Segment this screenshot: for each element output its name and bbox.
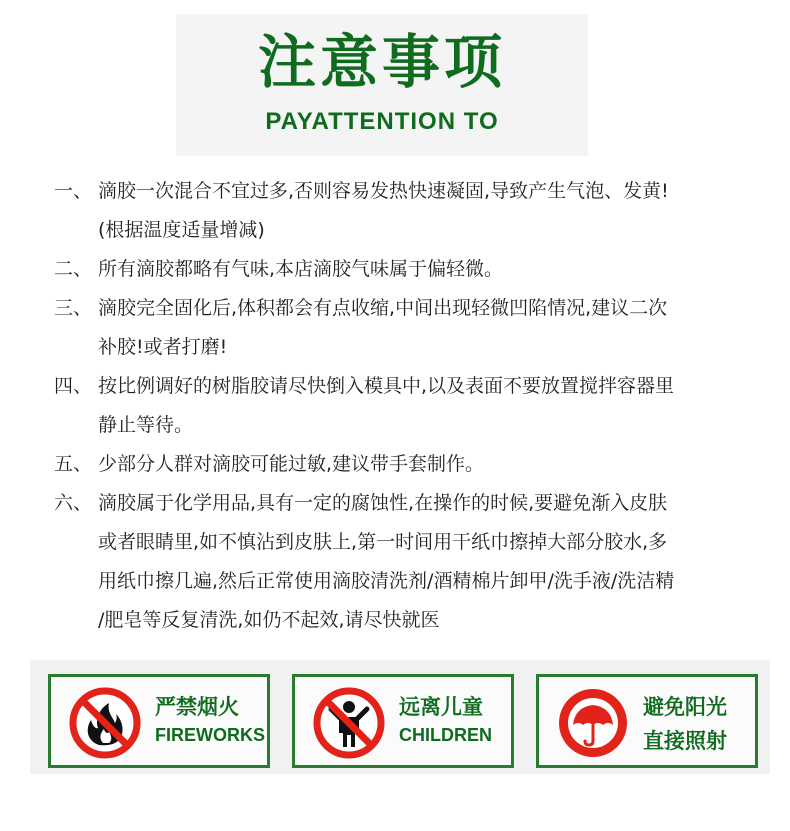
- sign-no-children: [292, 674, 514, 768]
- sign-label-cn-2: 直接照射: [643, 729, 727, 753]
- note-item: [54, 484, 754, 640]
- note-line: 或者眼睛里,如不慎沾到皮肤上,第一时间用干纸巾擦掉大部分胶水,多: [98, 531, 668, 553]
- note-line: 少部分人群对滴胶可能过敏,建议带手套制作。: [98, 453, 485, 475]
- no-fireworks-icon: [69, 687, 141, 759]
- note-line: 滴胶属于化学用品,具有一定的腐蚀性,在操作的时候,要避免渐入皮肤: [98, 492, 668, 514]
- header-box: [176, 14, 588, 156]
- notes-list: [54, 172, 754, 640]
- page-title: 注意事项: [257, 28, 506, 96]
- sign-no-fireworks: [48, 674, 270, 768]
- note-item: [54, 289, 754, 367]
- sign-label-cn: 远离儿童: [399, 695, 483, 719]
- note-item: [54, 445, 754, 484]
- note-line: 静止等待。: [98, 414, 194, 436]
- note-number: 一、: [54, 180, 93, 202]
- note-number: 五、: [54, 453, 93, 475]
- note-number: 四、: [54, 375, 93, 397]
- note-number: 三、: [54, 297, 93, 319]
- note-line: 滴胶一次混合不宜过多,否则容易发热快速凝固,导致产生气泡、发黄!: [98, 180, 669, 202]
- sign-label-cn: 严禁烟火: [155, 695, 239, 719]
- note-line: 按比例调好的树脂胶请尽快倒入模具中,以及表面不要放置搅拌容器里: [98, 375, 675, 397]
- umbrella-icon: [557, 687, 629, 759]
- sign-label-en: CHILDREN: [399, 725, 492, 745]
- note-number: 二、: [54, 258, 93, 280]
- note-item: [54, 250, 754, 289]
- no-children-icon: [313, 687, 385, 759]
- note-line: 所有滴胶都略有气味,本店滴胶气味属于偏轻微。: [98, 258, 504, 280]
- note-line: /肥皂等反复清洗,如仍不起效,请尽快就医: [98, 609, 440, 631]
- page-subtitle: PAYATTENTION TO: [265, 108, 499, 135]
- note-line: 用纸巾擦几遍,然后正常使用滴胶清洗剂/酒精棉片卸甲/洗手液/洗洁精: [98, 570, 675, 592]
- sign-label-cn: 避免阳光: [643, 695, 727, 719]
- note-line: 补胶!或者打磨!: [98, 336, 228, 358]
- note-line: (根据温度适量增减): [98, 219, 265, 241]
- sign-label-en: FIREWORKS: [155, 725, 265, 745]
- note-item: [54, 367, 754, 445]
- note-item: [54, 172, 754, 250]
- warning-signs-band: [30, 660, 770, 774]
- note-number: 六、: [54, 492, 93, 514]
- sign-avoid-sunlight: [536, 674, 758, 768]
- note-line: 滴胶完全固化后,体积都会有点收缩,中间出现轻微凹陷情况,建议二次: [98, 297, 668, 319]
